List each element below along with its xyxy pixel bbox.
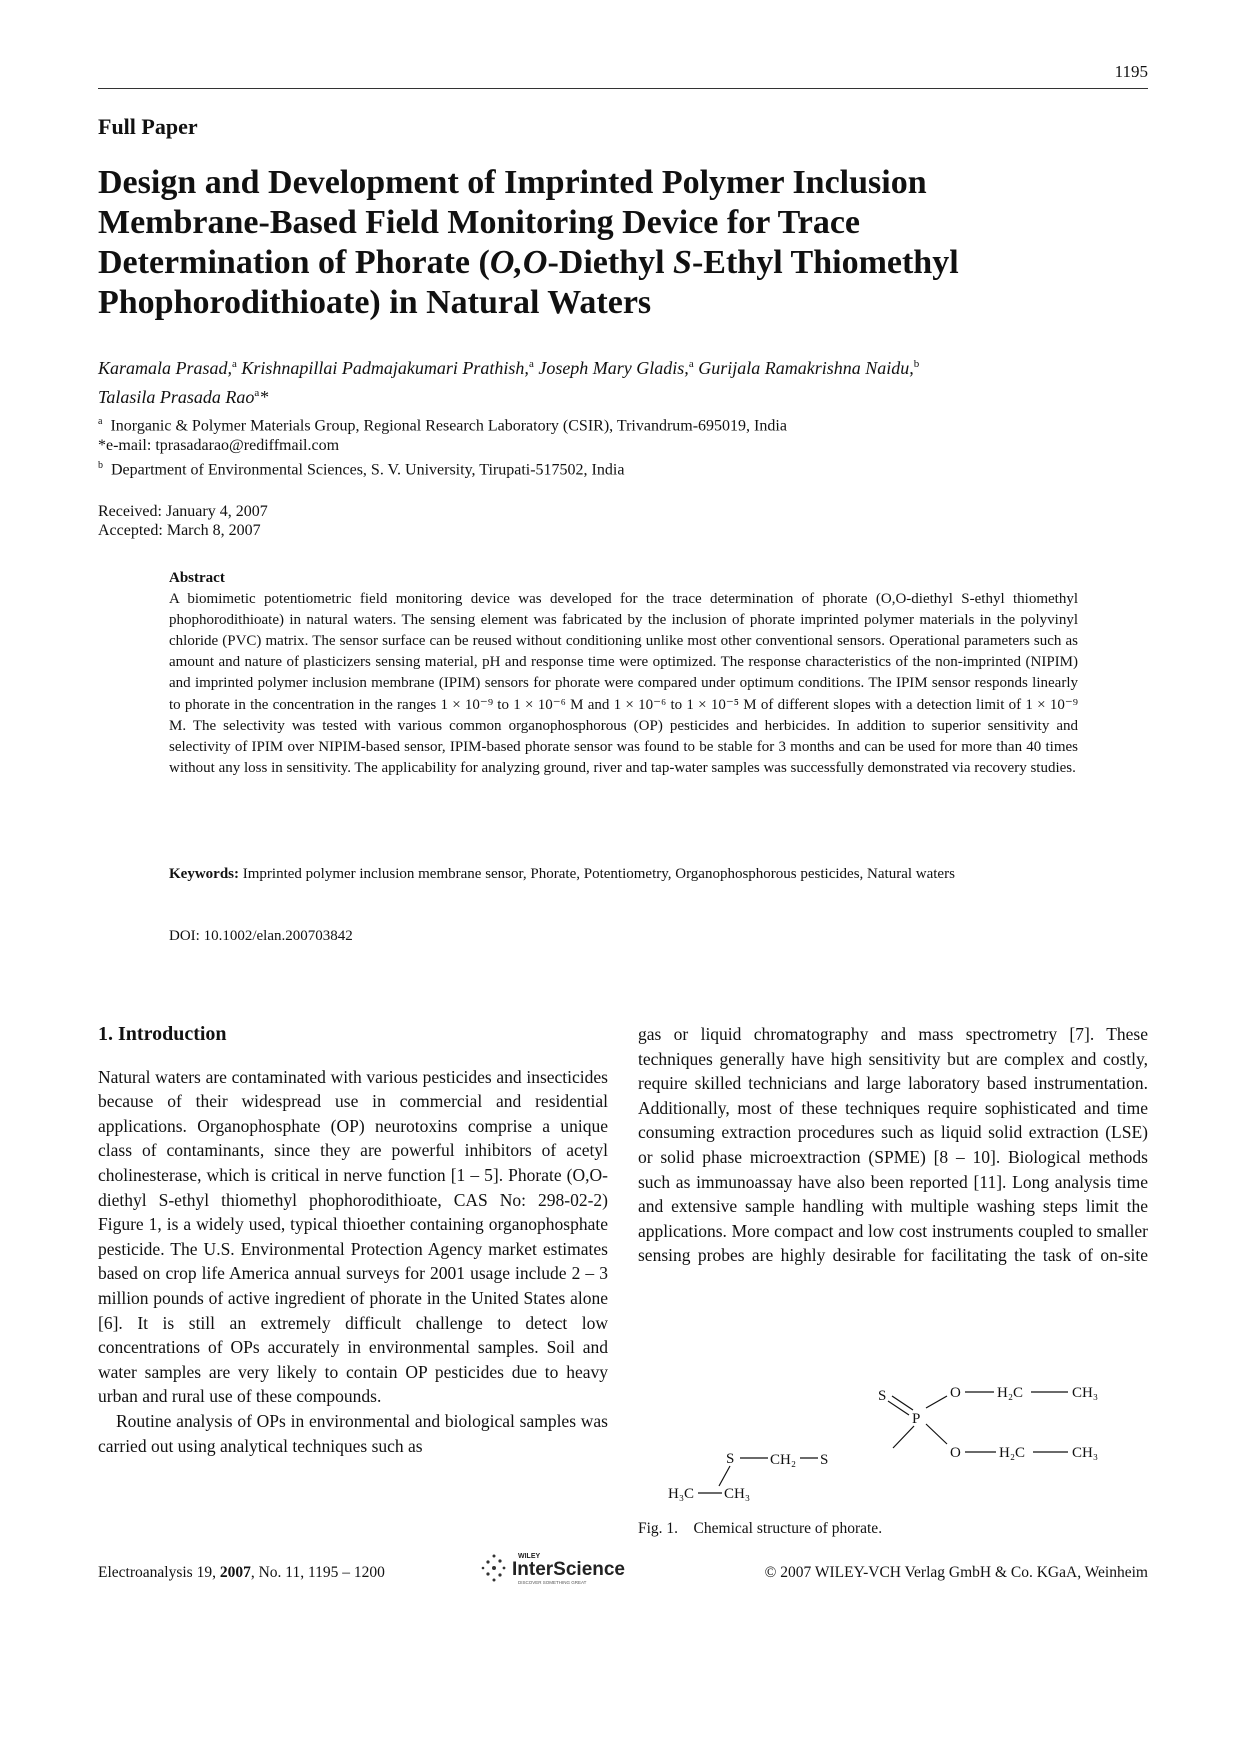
- bond-s-left-down: [719, 1466, 730, 1486]
- title-text: -Ethyl Thiomethyl: [691, 244, 959, 281]
- bond-p-o-bottom: [926, 1424, 947, 1444]
- author-name: Joseph Mary Gladis,: [533, 358, 689, 378]
- atom-o-bottom: O: [950, 1445, 961, 1461]
- affiliation-mark: b: [98, 460, 103, 472]
- atom-ch2: CH₂: [770, 1452, 797, 1468]
- author-affiliation-mark: a: [254, 387, 260, 399]
- author-name: Talasila Prasada Rao: [98, 387, 255, 407]
- abstract-heading: Abstract: [169, 570, 225, 586]
- journal-issue: , No. 11, 1195 – 1200: [250, 1564, 385, 1581]
- atom-h3c: H₃C: [668, 1486, 695, 1502]
- author-affiliation-mark: b: [913, 358, 920, 370]
- keywords-label: Keywords:: [169, 866, 239, 882]
- atom-ch3-top: CH₃: [1072, 1385, 1099, 1401]
- accepted-date: Accepted: March 8, 2007: [98, 522, 261, 539]
- header-rule: [98, 88, 1148, 89]
- section-type: Full Paper: [98, 114, 198, 139]
- bond-p-s-mid: [893, 1426, 914, 1448]
- journal-year: 2007: [219, 1564, 251, 1581]
- bond-p-o-top: [926, 1396, 947, 1408]
- atom-h2c-bottom: H₂C: [999, 1445, 1026, 1461]
- atom-p: P: [912, 1411, 921, 1427]
- footer-journal: [98, 1564, 385, 1582]
- title-text: Determination of Phorate (: [98, 244, 490, 281]
- affiliation-text: Inorganic & Polymer Materials Group, Regional Research Laboratory (CSIR), Trivandrum-695019, India: [110, 417, 787, 435]
- intro-paragraph-2: Routine analysis of OPs in environmental and biological samples was carried out using analytical techniques such as: [98, 1410, 608, 1456]
- dates: [98, 502, 268, 540]
- email-address[interactable]: *e-mail: tprasadarao@rediffmail.com: [98, 437, 340, 455]
- doi[interactable]: DOI: 10.1002/elan.200703842: [169, 928, 353, 944]
- journal-name: Electroanalysis 19,: [98, 1564, 220, 1581]
- interscience-logo[interactable]: [478, 1548, 638, 1588]
- title-text: -Diethyl: [547, 244, 674, 281]
- affiliations: [98, 412, 1148, 481]
- abstract-text: A biomimetic potentiometric field monitoring device was developed for the trace determination of phorate (O,O-diethyl S-ethyl thiomethyl phophorodithioate) in natural waters. The sensing element was fabricated by the inclusion of phorate imprinted polymer materials in the polyvinyl chloride (PVC) matrix. The sensor surface can be reused without conditioning unlike most other conventional sensors. Operational parameters such as amount and nature of plasticizers sensing material, pH and response time were optimized. The response characteristics of the non-imprinted (NIPIM) and imprinted polymer inclusion membrane (IPIM) sensors for phorate were compared under optimum conditions. The IPIM sensor responds linearly to phorate in the concentration in the ranges 1 × 10⁻⁹ to 1 × 10⁻⁶ M and 1 × 10⁻⁶ to 1 × 10⁻⁵ M of different slopes with a detection limit of 1 × 10⁻⁹ M. The selectivity was tested with various common organophosphorous (OP) pesticides and herbicides. In addition to superior sensitivity and selectivity of IPIM over NIPIM-based sensor, IPIM-based phorate sensor was found to be stable for 3 months and can be used for more than 40 times without any loss in sensitivity. The applicability for analyzing ground, river and tap-water samples was successfully demonstrated via recovery studies.: [169, 591, 1078, 776]
- affiliation-mark: a: [98, 416, 103, 427]
- title-line-3: [98, 243, 1148, 283]
- interscience-logo-icon: [478, 1548, 638, 1588]
- author-affiliation-mark: a: [232, 358, 237, 370]
- left-column: [98, 1022, 608, 1458]
- intro-paragraph-continued: gas or liquid chromatography and mass spectrometry [7]. These techniques generally have high sensitivity but are complex and costly, require skilled technicians and large laboratory based instrumentation. Additionally, most of these techniques require sophisticated and time consuming extraction procedures such as liquid solid extraction (LSE) or solid phase microextraction (SPME) [8 – 10]. Biological methods such as immunoassay have also been reported [11]. Long analysis time and extensive sample handling with multiple washing steps limit the applications. More compact and low cost instruments coupled to smaller sensing probes are highly desirable for facilitating the task of on-site: [638, 1024, 1148, 1266]
- logo-tagline: DISCOVER SOMETHING GREAT: [518, 1580, 587, 1585]
- author-name: Karamala Prasad,: [98, 358, 233, 378]
- logo-text: InterScience: [512, 1559, 625, 1580]
- author-name: Gurijala Ramakrishna Naidu,: [693, 358, 914, 378]
- atom-s-mid: S: [820, 1452, 829, 1468]
- affiliation-text: Department of Environmental Sciences, S. V. University, Tirupati-517502, India: [111, 461, 625, 479]
- footer-copyright: © 2007 WILEY-VCH Verlag GmbH & Co. KGaA, Weinheim: [764, 1564, 1148, 1581]
- title-line-2: Membrane-Based Field Monitoring Device for Trace: [98, 204, 860, 241]
- title-italic: O,O: [489, 244, 548, 281]
- abstract: [169, 568, 1078, 779]
- authors: [98, 352, 1148, 410]
- corresponding-mark: *: [259, 387, 269, 407]
- atom-o-top: O: [950, 1385, 961, 1401]
- author-affiliation-mark: a: [528, 358, 534, 370]
- paper-title: [98, 163, 1148, 323]
- bond-s-p-double-2: [888, 1401, 909, 1415]
- atom-s-double: S: [878, 1388, 887, 1404]
- page-number: 1195: [1114, 62, 1148, 81]
- atom-h2c-top: H₂C: [997, 1385, 1024, 1401]
- right-column: [638, 1022, 1148, 1268]
- keywords-text: Imprinted polymer inclusion membrane sensor, Phorate, Potentiometry, Organophosphorous pesticides, Natural waters: [239, 866, 955, 882]
- bond-s-p-double-1: [892, 1396, 913, 1410]
- logo-wiley: WILEY: [518, 1553, 541, 1560]
- section-heading: 1. Introduction: [98, 1023, 227, 1045]
- title-line-1: Design and Development of Imprinted Polymer Inclusion: [98, 164, 927, 201]
- phorate-structure-diagram: [660, 1360, 1130, 1520]
- atom-s-left: S: [726, 1451, 735, 1467]
- received-date: Received: January 4, 2007: [98, 503, 268, 520]
- title-italic: S: [673, 244, 692, 281]
- intro-paragraph-1: Natural waters are contaminated with various pesticides and insecticides because of their widespread use in commercial and residential applications. Organophosphate (OP) neurotoxins comprise a unique class of contaminants, since they are powerful inhibitors of acetyl cholinesterase, which is critical in nerve function [1 – 5]. Phorate (O,O-diethyl S-ethyl thiomethyl phophorodithioate, CAS No: 298-02-2) Figure 1, is a widely used, typical thioether containing organophosphate pesticide. The U.S. Environmental Protection Agency market estimates based on crop life America annual surveys for 2001 usage include 2 – 3 million pounds of active ingredient of phorate in the United States alone [6]. It is still an extremely difficult challenge to detect low concentrations of OPs accurately in environmental samples. Soil and water samples are very likely to contain OP pesticides due to heavy urban and rural use of these compounds.: [98, 1066, 608, 1407]
- title-line-4: Phophorodithioate) in Natural Waters: [98, 284, 652, 321]
- author-name: Krishnapillai Padmajakumari Prathish,: [236, 358, 529, 378]
- figure-caption: Fig. 1. Chemical structure of phorate.: [638, 1520, 883, 1537]
- atom-ch3-bottom: CH₃: [1072, 1445, 1099, 1461]
- keywords: [169, 864, 1078, 885]
- atom-ch3-end: CH₃: [724, 1486, 751, 1502]
- author-affiliation-mark: a: [688, 358, 694, 370]
